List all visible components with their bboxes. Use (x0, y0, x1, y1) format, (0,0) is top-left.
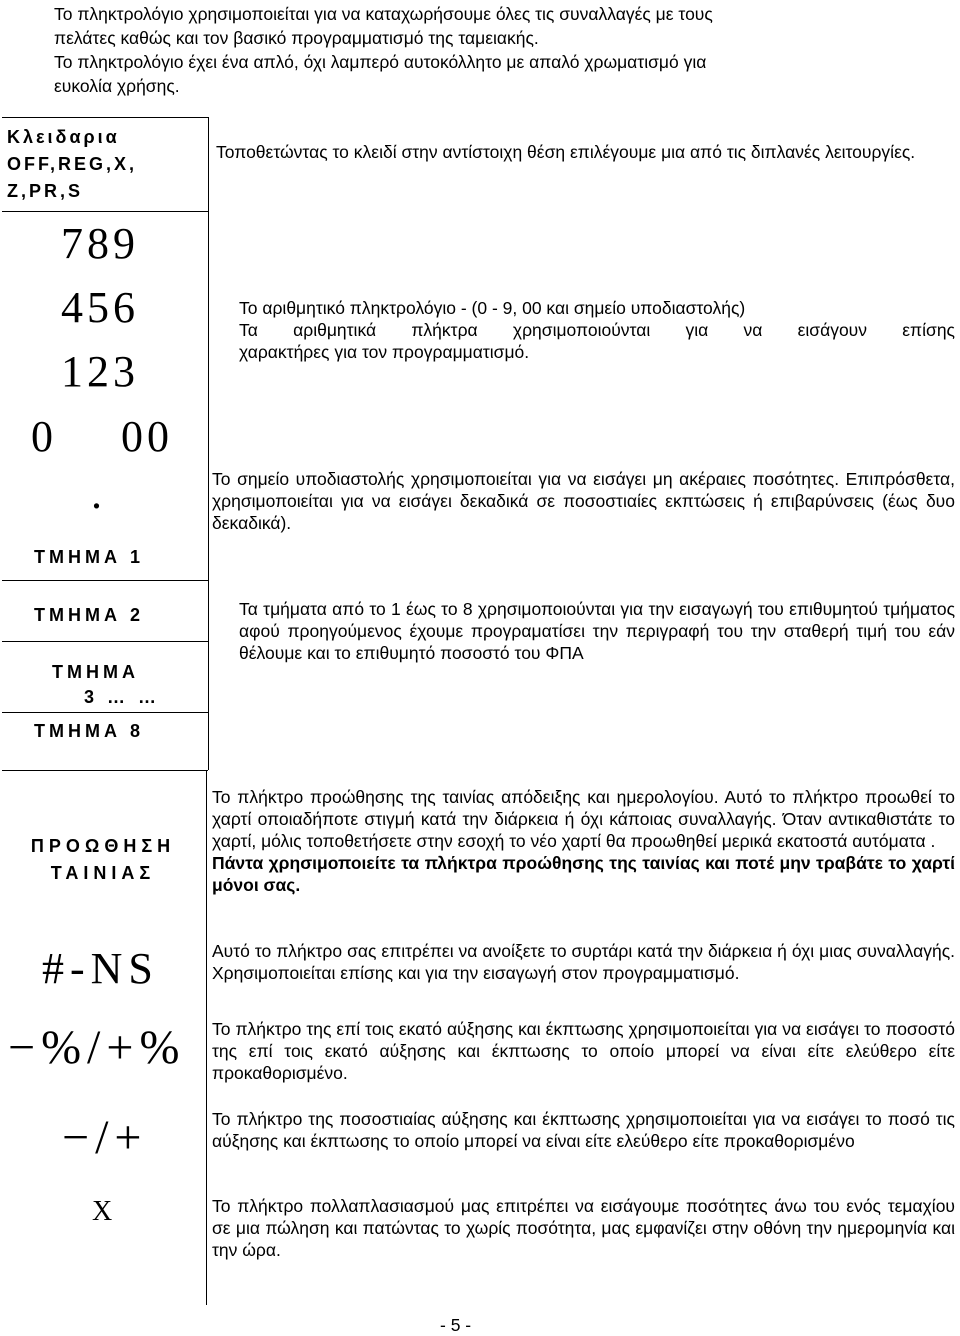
keys-label-line-3: Z,PR,S (7, 181, 84, 201)
dot-description: Το σημείο υποδιαστολής χρησιμοποιείται για να εισάγει μη ακέραιες ποσότητες. Επιπρόσθετα, χρησιμοποιείται για να εισάγει δεκαδικά σε ποσοστιαίες εκπτώσεις ή επιβαρύνσεις (έως δυο δεκαδικά). (212, 469, 955, 533)
rule-under-dept2 (2, 641, 208, 642)
numpad-key-00: 00 (121, 412, 173, 461)
numpad-description (239, 297, 955, 363)
intro-line-2: πελάτες καθώς και τον βασικό προγραμματισμό της ταμειακής. (54, 28, 539, 48)
numpad-key-0: 0 (31, 412, 57, 461)
rule-under-dept1 (2, 580, 208, 581)
dept-3-label-line-1: ΤΜΗΜΑ (52, 662, 139, 682)
column-divider-bottom (206, 771, 207, 1305)
dept-3-label-line-2: 3 … … (84, 687, 161, 707)
ns-description: Αυτό το πλήκτρο σας επιτρέπει να ανοίξετε το συρτάρι κατά την διάρκεια ή όχι μιας συναλλαγής. Χρησιμοποιείται επίσης και για την εισαγωγή στον προγραμματισμό. (212, 941, 955, 983)
keys-label (7, 124, 137, 205)
multiply-key-label: X (92, 1196, 113, 1227)
intro-paragraph (54, 2, 914, 98)
multiply-description: Το πλήκτρο πολλαπλασιασμού μας επιτρέπει να εισάγουμε ποσότητες άνω του ενός τεμαχίου σε μια πώληση και πατώντας το χωρίς ποσότητα, μας εμφανίζει στην οθόνη την ημερομηνία και την ώρα. (212, 1196, 955, 1260)
numpad-row-456: 456 (61, 283, 139, 332)
dept-8-label: ΤΜΗΜΑ 8 (34, 721, 144, 741)
dept-1-label: ΤΜΗΜΑ 1 (34, 547, 144, 567)
intro-line-1: Το πληκτρολόγιο χρησιμοποιείται για να καταχωρήσουμε όλες τις συναλλαγές με τους (54, 4, 713, 24)
rule-under-dept3 (2, 712, 208, 713)
feed-label-line-2: ΤΑΙΝΙΑΣ (50, 863, 156, 883)
page-number: - 5 - (440, 1315, 472, 1335)
keys-label-line-1: Κλειδαρια (7, 127, 120, 147)
numpad-key-dot: . (91, 469, 106, 518)
departments-description: Τα τμήματα από το 1 έως το 8 χρησιμοποιούνται για την εισαγωγή του επιθυμητού τμήματος αφού προηγούμενος έχουμε προγραματίσει την περιγραφή του την σταθερή τιμή του εάν θέλουμε και το επιθυμητό ποσοστό του ΦΠΑ (239, 599, 955, 663)
ns-key-label: #-NS (42, 944, 159, 993)
rule-under-dept8 (2, 770, 208, 771)
rule-under-keys (2, 211, 208, 212)
feed-description (212, 786, 955, 896)
numpad-desc-line-2: Τα αριθμητικά πλήκτρα χρησιμοποιούνται για να εισάγουν επίσης (239, 320, 955, 340)
numpad-desc-line-3: χαρακτήρες για τον προγραμματισμό. (239, 342, 530, 362)
intro-line-4: ευκολία χρήσης. (54, 76, 180, 96)
amount-description: Το πλήκτρο της ποσοστιαίας αύξησης και έκπτωσης χρησιμοποιείται για να εισάγει το ποσό τις αύξησης και έκπτωσης το οποίο μπορεί να είναι είτε ελεύθερο είτε προκαθορισμένο (212, 1109, 955, 1151)
feed-warning: Πάντα χρησιμοποιείτε τα πλήκτρα προώθησης της ταινίας και ποτέ μην τραβάτε το χαρτί μόνοι σας. (212, 853, 955, 895)
amount-key-label: −/+ (62, 1111, 148, 1164)
feed-label-line-1: ΠΡΟΩΘΗΣΗ (30, 836, 176, 856)
feed-desc-text: Το πλήκτρο προώθησης της ταινίας απόδειξης και ημερολογίου. Αυτό το πλήκτρο προωθεί το χαρτί οποιαδήποτε στιγμή κατά την διάρκεια ή όχι κάποιας συναλλαγής. Όταν αντικαθιστάτε το χαρτί, μόλις τοποθετήσετε στην εσοχή το νέο χαρτί θα προωθηθεί μερικά εκατοστά αυτόματα . (212, 787, 955, 851)
intro-line-3: Το πληκτρολόγιο έχει ένα απλό, όχι λαμπερό αυτοκόλλητο με απαλό χρωματισμό για (54, 52, 707, 72)
numpad-row-789: 789 (61, 219, 139, 268)
numpad-desc-line-1: Το αριθμητικό πληκτρολόγιο - (0 - 9, 00 και σημείο υποδιαστολής) (239, 298, 746, 318)
keys-description: Τοποθετώντας το κλειδί στην αντίστοιχη θέση επιλέγουμε μια από τις διπλανές λειτουργίες. (216, 142, 916, 162)
top-rule (2, 117, 208, 118)
numpad-row-123: 123 (61, 347, 139, 396)
keys-label-line-2: OFF,REG,X, (7, 154, 138, 174)
dept-3-label (52, 660, 160, 710)
feed-label (8, 833, 198, 887)
column-divider-top (208, 117, 209, 770)
percent-description: Το πλήκτρο της επί τοις εκατό αύξησης και έκπτωσης χρησιμοποιείται για να εισάγει το ποσοστό της επί τοις εκατό αύξησης και έκπτωσης το οποίο μπορεί να είναι είτε ελεύθερο είτε προκαθορισμένο. (212, 1019, 955, 1083)
dept-2-label: ΤΜΗΜΑ 2 (34, 605, 144, 625)
percent-key-label: −%/+% (8, 1021, 186, 1074)
